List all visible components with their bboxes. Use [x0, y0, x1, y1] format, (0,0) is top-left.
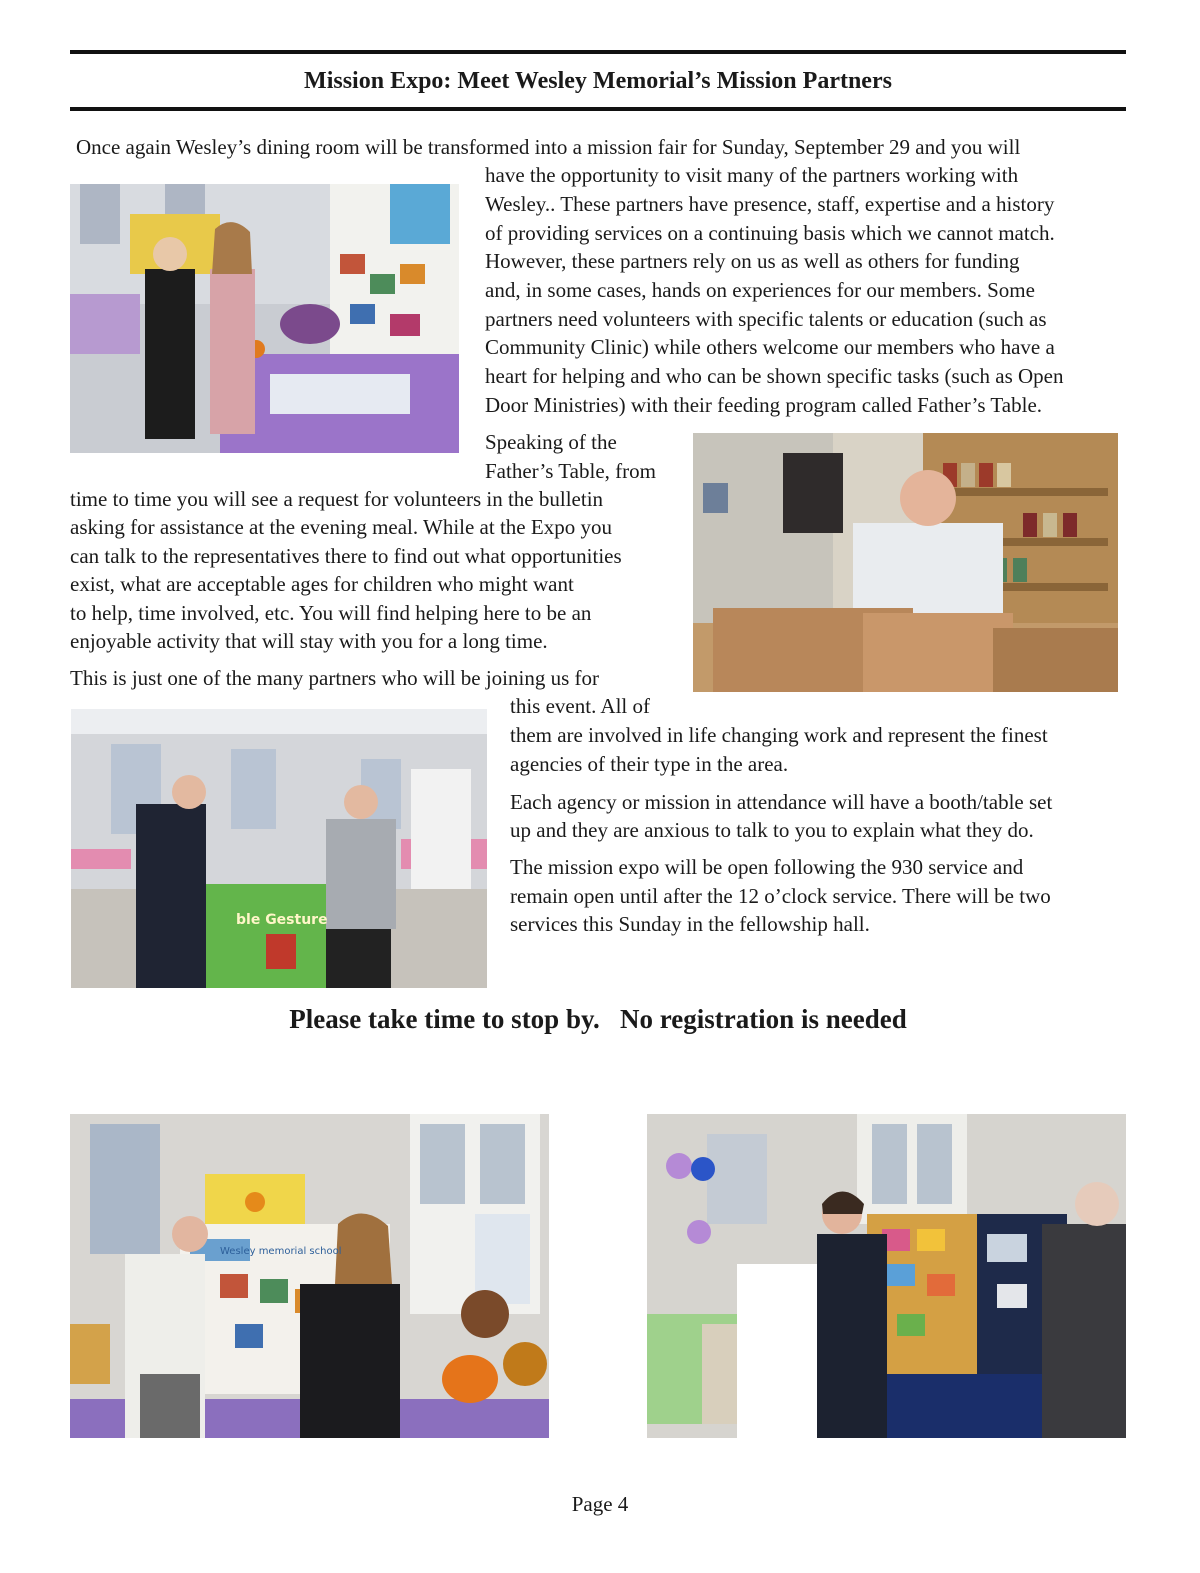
para4-line-1: Each agency or mission in attendance will have a booth/table set — [510, 790, 1053, 814]
para1-line-9: heart for helping and who can be shown specific tasks (such as Open — [485, 364, 1064, 388]
para1-line-3: Wesley.. These partners have presence, staff, expertise and a history — [485, 192, 1055, 216]
para2-line-5: can talk to the representatives there to find out what opportunities — [70, 544, 622, 568]
para4-line-2: up and they are anxious to talk to you to explain what they do. — [510, 818, 1034, 842]
para2-line-4: asking for assistance at the evening meal. While at the Expo you — [70, 515, 612, 539]
para3-line-4: agencies of their type in the area. — [510, 752, 789, 776]
para1-line-5: However, these partners rely on us as well as others for funding — [485, 249, 1020, 273]
para1-line-6: and, in some cases, hands on experiences for our members. Some — [485, 278, 1035, 302]
photo-men-talking-at-expo — [71, 709, 487, 988]
para1-line-1: Once again Wesley’s dining room will be transformed into a mission fair for Sunday, September 29 and you will — [76, 135, 1021, 159]
para1-line-7: partners need volunteers with specific talents or education (such as — [485, 307, 1047, 331]
page-number: Page 4 — [571, 1492, 629, 1516]
title-underline-rule — [70, 107, 1126, 111]
para3-line-1: This is just one of the many partners who will be joining us for — [70, 666, 600, 690]
photo-visitors-at-school-display — [70, 1114, 549, 1438]
top-rule — [70, 50, 1126, 54]
para1-line-10: Door Ministries) with their feeding program called Father’s Table. — [485, 393, 1043, 417]
para1-line-4: of providing services on a continuing basis which we cannot match. — [485, 221, 1055, 245]
para2-line-6: exist, what are acceptable ages for children who might want — [70, 572, 574, 596]
page-title: Mission Expo: Meet Wesley Memorial’s Mission Partners — [304, 68, 892, 94]
photo-man-at-photo-board — [647, 1114, 1126, 1438]
para2-line-7: to help, time involved, etc. You will find helping here to be an — [70, 601, 592, 625]
photo-women-at-school-booth — [70, 184, 459, 453]
para2-line-1: Speaking of the — [485, 430, 617, 454]
para3-line-3: them are involved in life changing work and represent the finest — [510, 723, 1048, 747]
para2-line-2: Father’s Table, from — [485, 459, 656, 483]
para2-line-8: enjoyable activity that will stay with you for a long time. — [70, 629, 548, 653]
para1-line-2: have the opportunity to visit many of the partners working with — [485, 163, 1019, 187]
call-to-action: Please take time to stop by. No registration is needed — [289, 1004, 907, 1034]
photo4-sign-text: Wesley memorial school — [220, 1246, 342, 1257]
photo-man-at-food-pantry — [693, 433, 1118, 692]
para5-line-3: services this Sunday in the fellowship hall. — [510, 912, 870, 936]
para5-line-2: remain open until after the 12 o’clock service. There will be two — [510, 884, 1051, 908]
para5-line-1: The mission expo will be open following the 930 service and — [510, 855, 1024, 879]
para1-line-8: Community Clinic) while others welcome our members who have a — [485, 335, 1055, 359]
para2-line-3: time to time you will see a request for volunteers in the bulletin — [70, 487, 604, 511]
para3-line-2: this event. All of — [510, 694, 650, 718]
photo3-banner-text: ble Gesture — [236, 912, 328, 928]
